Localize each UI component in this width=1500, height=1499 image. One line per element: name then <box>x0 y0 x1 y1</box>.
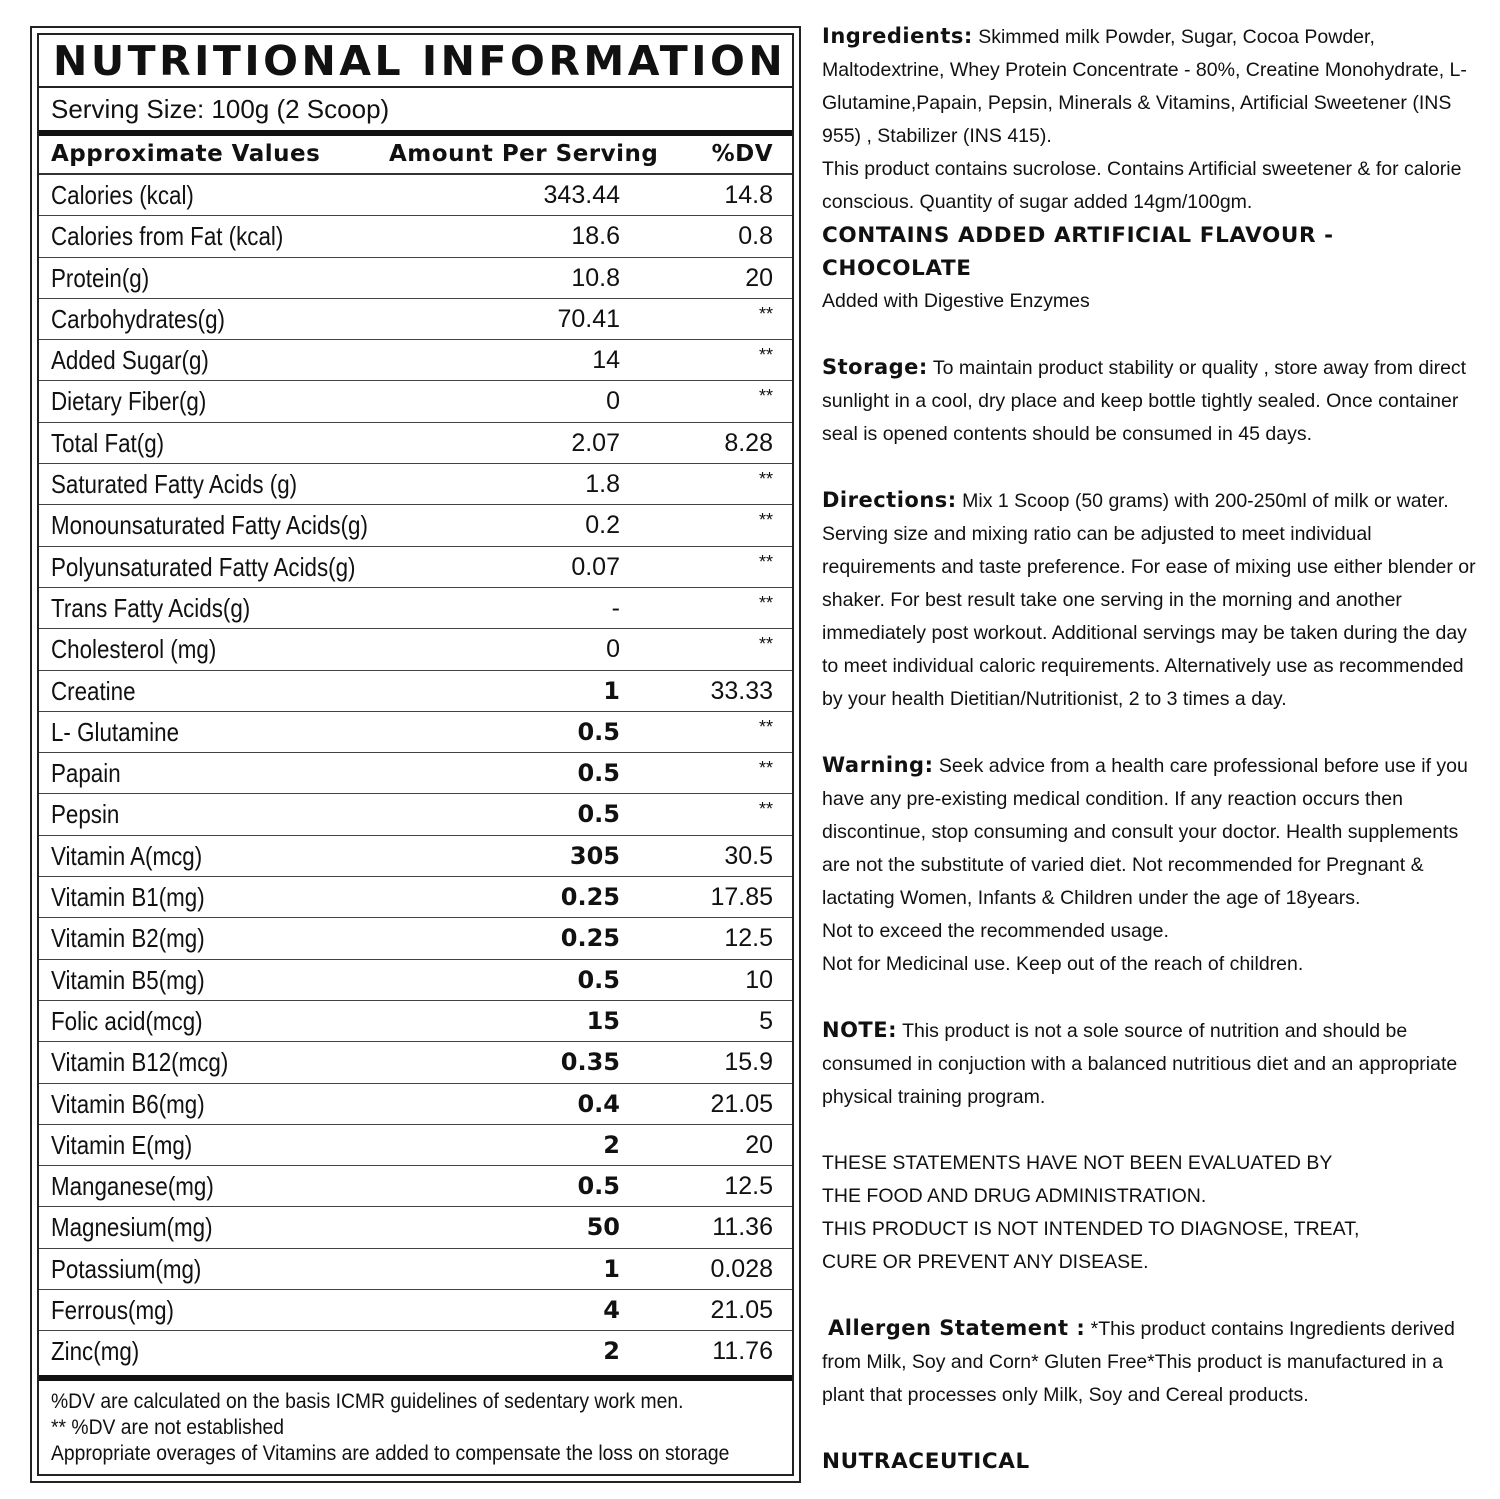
nutrient-amount: 0.25 <box>560 883 620 912</box>
nutrient-name: Carbohydrates(g) <box>51 303 225 334</box>
nutrient-dv: 14.8 <box>724 181 773 209</box>
nutrient-amount: 14 <box>592 346 620 375</box>
nutrient-amount: 2.07 <box>571 428 620 457</box>
warning-usage-line: Not to exceed the recommended usage. <box>822 920 1169 942</box>
nutrient-amount: 50 <box>586 1213 620 1242</box>
nutrient-dv: 20 <box>745 263 773 292</box>
fda-line-1: THESE STATEMENTS HAVE NOT BEEN EVALUATED BY <box>822 1152 1333 1174</box>
nutrition-panel-inner <box>37 33 794 1476</box>
nutrient-amount: 2 <box>603 1337 620 1366</box>
nutrient-name: Vitamin E(mg) <box>51 1129 193 1160</box>
nutrient-amount: 0.35 <box>560 1048 620 1077</box>
nutrient-dv: 20 <box>745 1130 773 1159</box>
nutrient-row <box>39 1331 792 1372</box>
nutrient-name: Calories (kcal) <box>51 180 194 210</box>
header-dv: %DV <box>711 141 773 167</box>
nutrient-dv: ** <box>758 510 773 531</box>
header-amount-per-serving: Amount Per Serving <box>389 141 659 167</box>
nutrient-row <box>39 381 792 422</box>
nutrient-row <box>39 960 792 1001</box>
nutrient-dv: 10 <box>745 965 773 994</box>
storage-text: To maintain product stability or quality , store away from direct sunlight in a cool, dry place and keep bottle tightly sealed. Once container seal is opened contents should be consumed in 45 days. <box>822 357 1467 445</box>
nutrient-dv: 15.9 <box>724 1048 773 1077</box>
footnote-overages: Appropriate overages of Vitamins are added to compensate the loss on storage <box>51 1442 730 1465</box>
nutrient-amount: 0 <box>606 635 620 664</box>
nutrient-dv: 33.33 <box>710 676 773 705</box>
nutrient-name: Monounsaturated Fatty Acids(g) <box>51 510 368 541</box>
allergen-label: Allergen Statement : <box>828 1316 1086 1340</box>
directions-label: Directions: <box>822 488 957 512</box>
nutrient-row <box>39 588 792 629</box>
nutrient-dv: ** <box>758 469 773 490</box>
nutrient-row <box>39 547 792 588</box>
nutrient-row <box>39 1166 792 1207</box>
nutrient-dv: 11.36 <box>712 1213 773 1242</box>
nutrient-row <box>39 753 792 794</box>
warning-paragraph <box>822 749 1482 915</box>
nutrient-row <box>39 505 792 546</box>
nutrient-dv: 0.028 <box>710 1254 773 1283</box>
nutrient-row <box>39 464 792 505</box>
footnote-dv-basis: %DV are calculated on the basis ICMR guidelines of sedentary work men. <box>51 1390 684 1413</box>
nutrient-dv: 12.5 <box>724 924 773 953</box>
storage-paragraph <box>822 351 1482 451</box>
nutrient-dv: ** <box>758 345 773 366</box>
enzymes-note: Added with Digestive Enzymes <box>822 290 1090 312</box>
nutrient-name: Protein(g) <box>51 262 150 293</box>
brand-name: NUTRACEUTICAL <box>822 1449 1030 1474</box>
nutrient-name: Vitamin B1(mg) <box>51 882 205 913</box>
nutrient-dv: 5 <box>759 1006 773 1035</box>
nutrient-amount: 0.2 <box>585 511 620 540</box>
nutrient-name: Vitamin A(mcg) <box>51 840 203 871</box>
nutrient-dv: 11.76 <box>712 1337 773 1366</box>
nutrient-row <box>39 629 792 670</box>
nutrient-row <box>39 340 792 381</box>
nutrient-row <box>39 1249 792 1290</box>
nutrient-row <box>39 794 792 835</box>
nutrient-rows <box>39 175 792 1379</box>
nutrient-name: Cholesterol (mg) <box>51 634 217 665</box>
note-label: NOTE: <box>822 1018 897 1042</box>
fda-line-2: THE FOOD AND DRUG ADMINISTRATION. <box>822 1185 1207 1207</box>
panel-footnotes <box>39 1375 792 1474</box>
fda-line-4: CURE OR PREVENT ANY DISEASE. <box>822 1251 1149 1273</box>
nutrient-amount: 4 <box>603 1296 620 1325</box>
nutrient-name: Calories from Fat (kcal) <box>51 221 284 252</box>
nutrient-row <box>39 423 792 464</box>
nutrient-name: Zinc(mg) <box>51 1336 140 1367</box>
nutrient-row <box>39 918 792 959</box>
nutrient-dv: ** <box>758 634 773 655</box>
nutrient-row <box>39 1042 792 1083</box>
panel-title: NUTRITIONAL INFORMATION <box>53 37 787 85</box>
product-info-column <box>822 20 1482 1478</box>
nutrient-name: Vitamin B2(mg) <box>51 923 205 954</box>
nutrient-row <box>39 216 792 257</box>
nutrient-amount: 15 <box>586 1006 620 1035</box>
nutrient-dv: 0.8 <box>738 222 773 251</box>
nutrient-row <box>39 1001 792 1042</box>
nutrient-dv: 30.5 <box>724 841 773 870</box>
directions-paragraph <box>822 484 1482 716</box>
ingredients-label: Ingredients: <box>822 24 973 48</box>
fda-line-3: THIS PRODUCT IS NOT INTENDED TO DIAGNOSE, TREAT, <box>822 1218 1360 1240</box>
nutrient-amount: 0.5 <box>577 717 620 746</box>
nutrient-dv: ** <box>758 799 773 820</box>
storage-label: Storage: <box>822 355 928 379</box>
header-approximate-values: Approximate Values <box>51 141 321 167</box>
nutrient-amount: 0.5 <box>577 800 620 829</box>
nutrient-dv: 21.05 <box>710 1089 773 1118</box>
nutrient-name: Papain <box>51 758 121 789</box>
allergen-text: *This product contains Ingredients derived from Milk, Soy and Corn* Gluten Free*This product is manufactured in a plant that processes only Milk, Soy and Cereal products. <box>822 1318 1455 1406</box>
nutrient-name: Magnesium(mg) <box>51 1212 213 1243</box>
nutrient-name: Vitamin B5(mg) <box>51 964 205 995</box>
allergen-paragraph <box>822 1312 1482 1412</box>
serving-size: Serving Size: 100g (2 Scoop) <box>39 86 792 136</box>
ingredients-text: Skimmed milk Powder, Sugar, Cocoa Powder, Maltodextrine, Whey Protein Concentrate - 80%, Creatine Monohydrate, L- Glutamine,Papain, Pepsin, Minerals & Vitamins, Artificial Sweetener (INS 955) , Stabilizer (INS 415). <box>822 26 1467 147</box>
nutrient-dv: ** <box>758 758 773 779</box>
warning-text: Seek advice from a health care professional before use if you have any pre-existing medical condition. If any reaction occurs then discontinue, stop consuming and consult your doctor. Health supplements are not the substitute of varied diet. Not recommended for Pregnant & lactating Women, Infants & Children under the age of 18years. <box>822 755 1468 909</box>
nutrient-dv: 12.5 <box>724 1172 773 1201</box>
nutrient-row <box>39 671 792 712</box>
sucralose-note: This product contains sucrolose. Contains Artificial sweetener & for calorie conscious. Quantity of sugar added 14gm/100gm. <box>822 158 1462 213</box>
ingredients-paragraph <box>822 20 1482 153</box>
nutrient-amount: 0.07 <box>571 552 620 581</box>
nutrient-amount: 0.5 <box>577 759 620 788</box>
nutrient-row <box>39 175 792 216</box>
nutrient-amount: 1.8 <box>585 470 620 499</box>
nutrient-name: Potassium(mg) <box>51 1253 202 1284</box>
nutrient-dv: ** <box>758 303 773 324</box>
nutrient-amount: 305 <box>569 841 620 870</box>
nutrient-dv: ** <box>758 386 773 407</box>
nutrient-amount: 0.25 <box>560 924 620 953</box>
nutrient-name: Vitamin B6(mg) <box>51 1088 205 1119</box>
nutrient-name: Ferrous(mg) <box>51 1295 174 1326</box>
nutrient-amount: 0.4 <box>577 1089 620 1118</box>
nutrient-amount: 1 <box>603 1254 620 1283</box>
nutrient-amount: 0.5 <box>577 1172 620 1201</box>
nutrient-row <box>39 836 792 877</box>
nutrient-name: Saturated Fatty Acids (g) <box>51 469 298 500</box>
nutrient-amount: 18.6 <box>571 222 620 251</box>
nutrient-name: Creatine <box>51 675 136 706</box>
nutrient-row <box>39 258 792 299</box>
nutrient-name: Polyunsaturated Fatty Acids(g) <box>51 551 356 582</box>
nutrient-amount: 70.41 <box>557 304 620 333</box>
note-text: This product is not a sole source of nutrition and should be consumed in conjuction with a balanced nutritious diet and an appropriate physical training program. <box>822 1020 1458 1108</box>
nutrient-name: Total Fat(g) <box>51 427 165 458</box>
column-header-row <box>39 135 792 175</box>
nutrient-row <box>39 712 792 753</box>
nutrient-dv: 17.85 <box>710 883 773 912</box>
nutrient-dv: 8.28 <box>724 428 773 457</box>
nutrient-amount: 1 <box>603 676 620 705</box>
nutrient-amount: 343.44 <box>543 181 620 209</box>
warning-label: Warning: <box>822 753 934 777</box>
nutrient-row <box>39 1290 792 1331</box>
nutrient-name: Trans Fatty Acids(g) <box>51 592 251 623</box>
nutrient-amount: - <box>611 593 620 622</box>
nutrient-name: L- Glutamine <box>51 716 180 747</box>
nutrient-amount: 2 <box>603 1130 620 1159</box>
nutrient-dv: 21.05 <box>710 1296 773 1325</box>
nutrient-amount: 10.8 <box>571 263 620 292</box>
nutrient-amount: 0.5 <box>577 965 620 994</box>
nutrient-name: Pepsin <box>51 799 120 830</box>
nutrient-name: Vitamin B12(mcg) <box>51 1047 229 1078</box>
nutrient-dv: ** <box>758 551 773 572</box>
nutrient-row <box>39 1084 792 1125</box>
nutrient-amount: 0 <box>606 387 620 416</box>
nutrient-row <box>39 1207 792 1248</box>
nutrient-row <box>39 299 792 340</box>
footnote-dv-not-established: ** %DV are not established <box>51 1416 285 1439</box>
nutrient-dv: ** <box>758 592 773 613</box>
nutrient-dv: ** <box>758 716 773 737</box>
nutrient-name: Manganese(mg) <box>51 1171 214 1202</box>
directions-text: Mix 1 Scoop (50 grams) with 200-250ml of milk or water. Serving size and mixing ratio can be adjusted to meet individual requirements and taste preference. For ease of mixing use either blender or shaker. For best result take one serving in the morning and another immediately post workout. Additional servings may be taken during the day to meet individual caloric requirements. Alternatively use as recommended by your health Dietitian/Nutritionist, 2 to 3 times a day. <box>822 490 1476 710</box>
nutrient-row <box>39 877 792 918</box>
note-paragraph <box>822 1014 1482 1114</box>
warning-medicinal-line: Not for Medicinal use. Keep out of the reach of children. <box>822 953 1304 975</box>
nutrient-name: Dietary Fiber(g) <box>51 386 207 417</box>
nutrient-row <box>39 1125 792 1166</box>
nutrient-name: Folic acid(mcg) <box>51 1005 203 1036</box>
nutrition-panel <box>30 26 801 1483</box>
nutrient-name: Added Sugar(g) <box>51 345 209 376</box>
flavour-note: CONTAINS ADDED ARTIFICIAL FLAVOUR - CHOCOLATE <box>822 223 1334 281</box>
